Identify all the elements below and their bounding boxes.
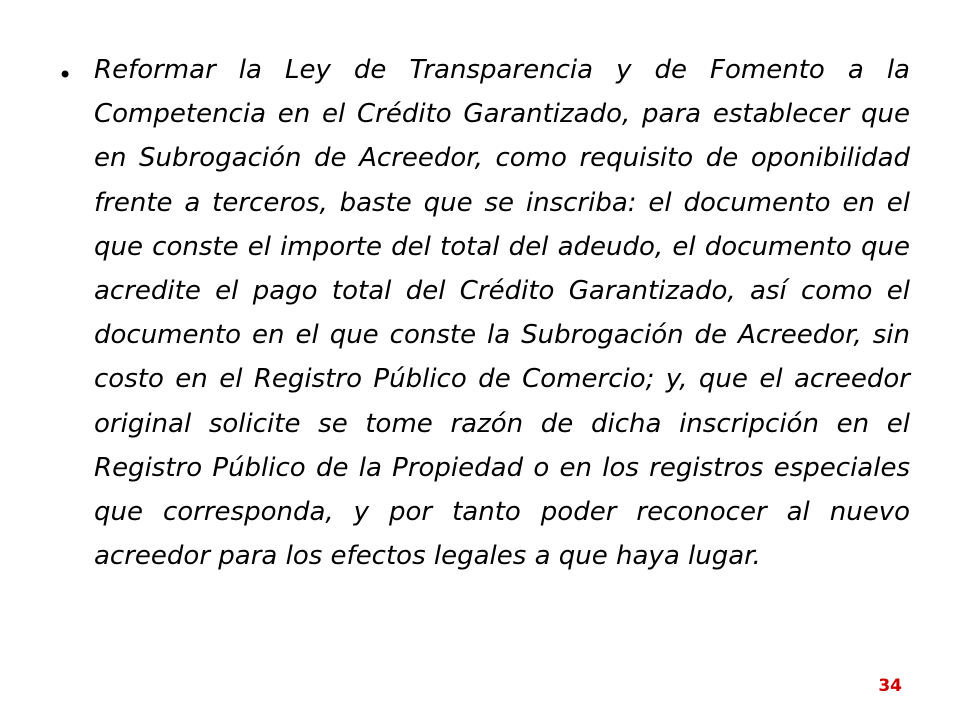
page-number: 34 bbox=[878, 676, 902, 696]
bullet-text: Reformar la Ley de Transparencia y de Fomento a la Competencia en el Crédito Garantizado, para establecer que en Subrogación de Acreedor, como requisito de oponibilidad frente a terceros, baste que se inscriba: el documento en el que conste el importe del total del adeudo, el documento que acredite el pago total del Crédito Garantizado, así como el documento en el que conste la Subrogación de Acreedor, sin costo en el Registro Público de Comercio; y, que el acreedor original solicite se tome razón de dicha inscripción en el Registro Público de la Propiedad o en los registros especiales que corresponda, y por tanto poder reconocer al nuevo acreedor para los efectos legales a que haya lugar. bbox=[94, 55, 910, 572]
bullet-item bbox=[58, 48, 910, 578]
bullet-marker: • bbox=[58, 61, 73, 89]
